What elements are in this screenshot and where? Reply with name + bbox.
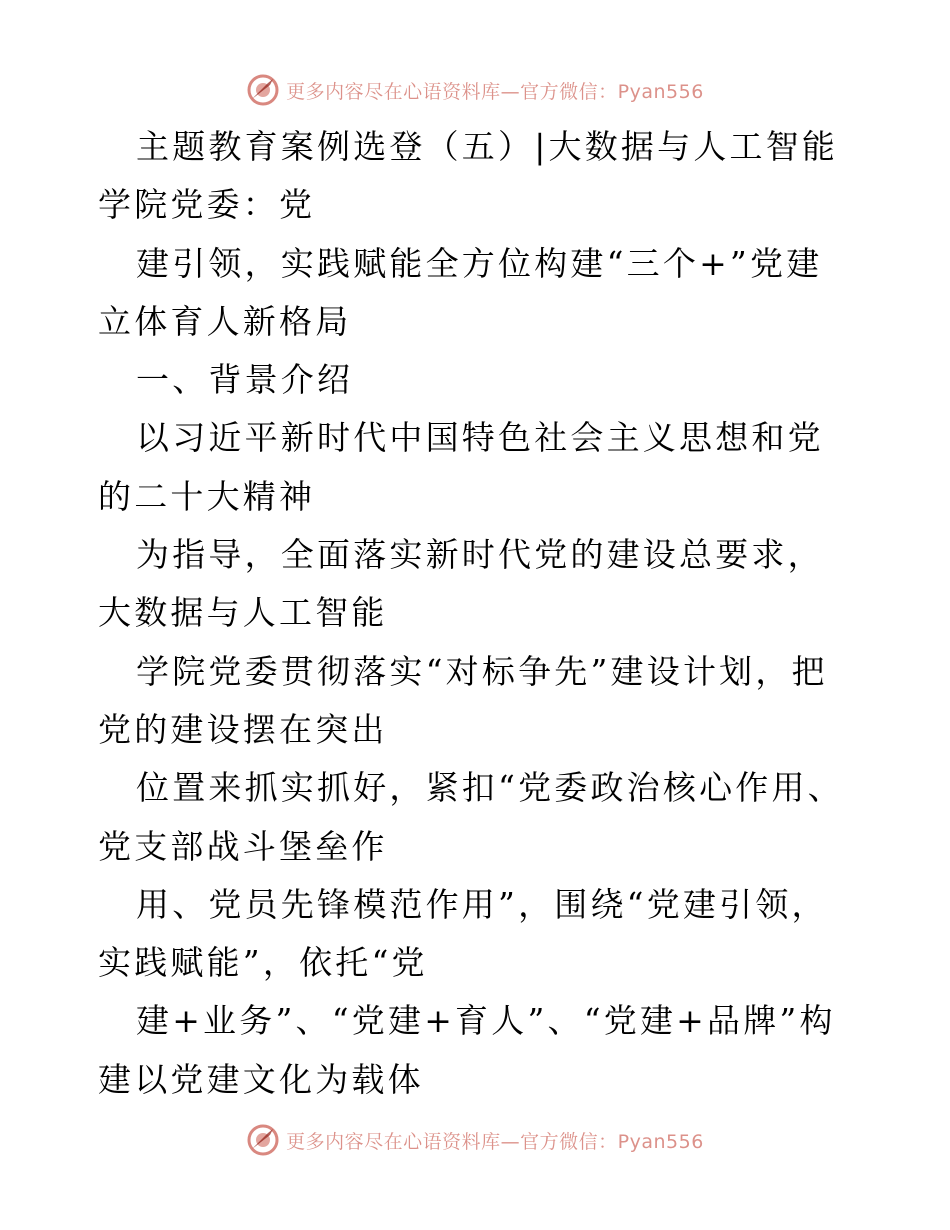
body-paragraph: 为指导，全面落实新时代党的建设总要求，大数据与人工智能 — [98, 535, 824, 633]
body-paragraph: 学院党委贯彻落实“对标争先”建设计划，把党的建设摆在突出 — [98, 651, 828, 749]
body-paragraph: 位置来抓实抓好，紧扣“党委政治核心作用、党支部战斗堡垒作 — [98, 768, 844, 866]
logo-icon — [246, 73, 280, 107]
title-line-1: 主题教育案例选登（五）|大数据与人工智能学院党委：党 — [98, 127, 839, 225]
logo-icon — [246, 1123, 280, 1157]
watermark-text: 更多内容尽在心语资料库—官方微信：Pyan556 — [286, 80, 704, 103]
watermark-text: 更多内容尽在心语资料库—官方微信：Pyan556 — [286, 1130, 704, 1153]
document-body — [98, 118, 858, 1109]
title-line-2: 建引领，实践赋能全方位构建“三个+”党建立体育人新格局 — [98, 243, 823, 341]
body-paragraph: 用、党员先锋模范作用”，围绕“党建引领，实践赋能”，依托“党 — [98, 884, 828, 983]
footer-watermark — [0, 1120, 950, 1160]
header-watermark — [0, 70, 950, 110]
body-paragraph: 以习近平新时代中国特色社会主义思想和党的二十大精神 — [98, 418, 824, 516]
body-paragraph: 建+业务”、“党建+育人”、“党建+品牌”构建以党建文化为载体 — [98, 1001, 836, 1099]
section-heading: 一、背景介绍 — [136, 360, 354, 400]
